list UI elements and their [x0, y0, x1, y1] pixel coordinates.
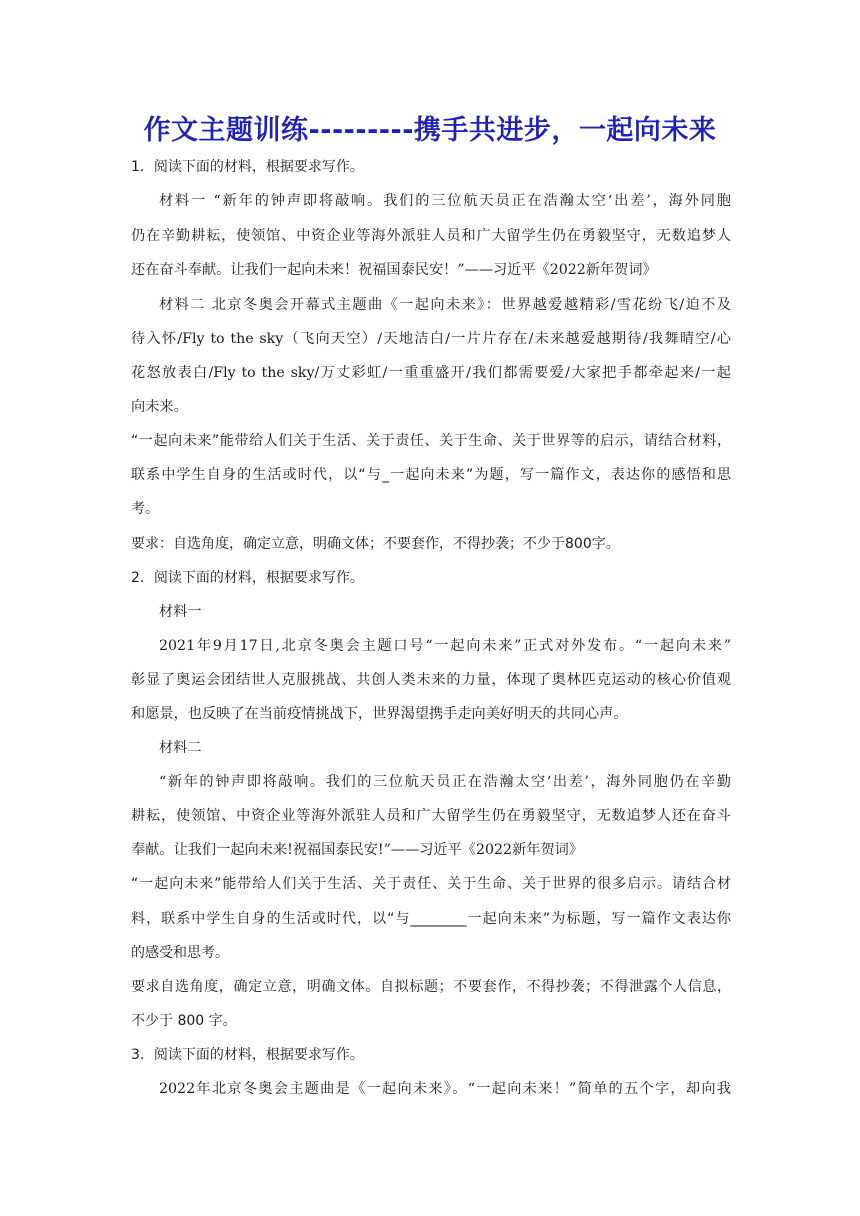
- instruction-line: 料，联系中学生自身的生活或时代，以“与________一起向未来”为标题，写一篇作文表达你: [131, 911, 731, 927]
- instruction-line: 考。: [131, 501, 159, 517]
- requirement-line: 要求：自选角度，确定立意，明确文体；不要套作，不得抄袭；不少于800字。: [131, 536, 620, 552]
- material-text-line: 还在奋斗奉献。让我们一起向未来！祝福国泰民安！”——习近平《2022新年贺词》: [131, 262, 657, 278]
- instruction-line: “一起向未来”能带给人们关于生活、关于责任、关于生命、关于世界等的启示，请结合材料，: [131, 433, 731, 449]
- instruction-line: “一起向未来”能带给人们关于生活、关于责任、关于生命、关于世界的很多启示。请结合材: [131, 876, 731, 892]
- requirement-line: 不少于 800 字。: [131, 1013, 237, 1029]
- question-2-prompt: 2．阅读下面的材料，根据要求写作。: [131, 570, 364, 586]
- material-text-line: 待入怀/Fly to the sky（飞向天空）/天地洁白/一片片存在/未来越爱越期待/我舞晴空/心: [131, 331, 731, 347]
- material-text-line: 材料一 “新年的钟声即将敲响。我们的三位航天员正在浩瀚太空‘出差’，海外同胞: [159, 193, 731, 209]
- question-3-prompt: 3．阅读下面的材料，根据要求写作。: [131, 1047, 364, 1063]
- material-text-line: 向未来。: [131, 399, 188, 415]
- material-text-line: 奉献。让我们一起向未来!祝福国泰民安!”——习近平《2022新年贺词》: [131, 842, 584, 858]
- material-text-line: 仍在辛勤耕耘，使领馆、中资企业等海外派驻人员和广大留学生仍在勇毅坚守，无数追梦人: [131, 228, 731, 244]
- instruction-line: 联系中学生自身的生活或时代，以“与_一起向未来”为题，写一篇作文，表达你的感悟和思: [131, 467, 731, 483]
- material-text-line: 耕耘，使领馆、中资企业等海外派驻人员和广大留学生仍在勇毅坚守，无数追梦人还在奋斗: [131, 808, 731, 824]
- material-text-line: 2022年北京冬奥会主题曲是《一起向未来》。“一起向未来！”简单的五个字，却向我: [159, 1081, 731, 1097]
- page-title: 作文主题训练---------携手共进步，一起向未来: [143, 115, 717, 146]
- material-text-line: 2021年9月17日,北京冬奥会主题口号“一起向未来”正式对外发布。“一起向未来”: [159, 638, 731, 654]
- material-text-line: 彰显了奥运会团结世人克服挑战、共创人类未来的力量，体现了奥林匹克运动的核心价值观: [131, 672, 731, 688]
- material-text-line: 花怒放表白/Fly to the sky/万丈彩虹/一重重盛开/我们都需要爱/大家把手都牵起来/一起: [131, 365, 731, 381]
- material-text-line: 材料二 北京冬奥会开幕式主题曲《一起向未来》：世界越爱越精彩/雪花纷飞/迫不及: [159, 297, 731, 313]
- instruction-line: 的感受和思考。: [131, 945, 229, 961]
- requirement-line: 要求自选角度，确定立意，明确文体。自拟标题；不要套作，不得抄袭；不得泄露个人信息，: [131, 979, 731, 995]
- material-label: 材料二: [159, 740, 202, 756]
- material-label: 材料一: [159, 604, 202, 620]
- material-text-line: 和愿景，也反映了在当前疫情挑战下，世界渴望携手走向美好明天的共同心声。: [131, 706, 628, 722]
- question-1-prompt: 1．阅读下面的材料，根据要求写作。: [131, 159, 364, 175]
- material-text-line: “新年的钟声即将敲响。我们的三位航天员正在浩瀚太空‘出差’，海外同胞仍在辛勤: [159, 774, 731, 790]
